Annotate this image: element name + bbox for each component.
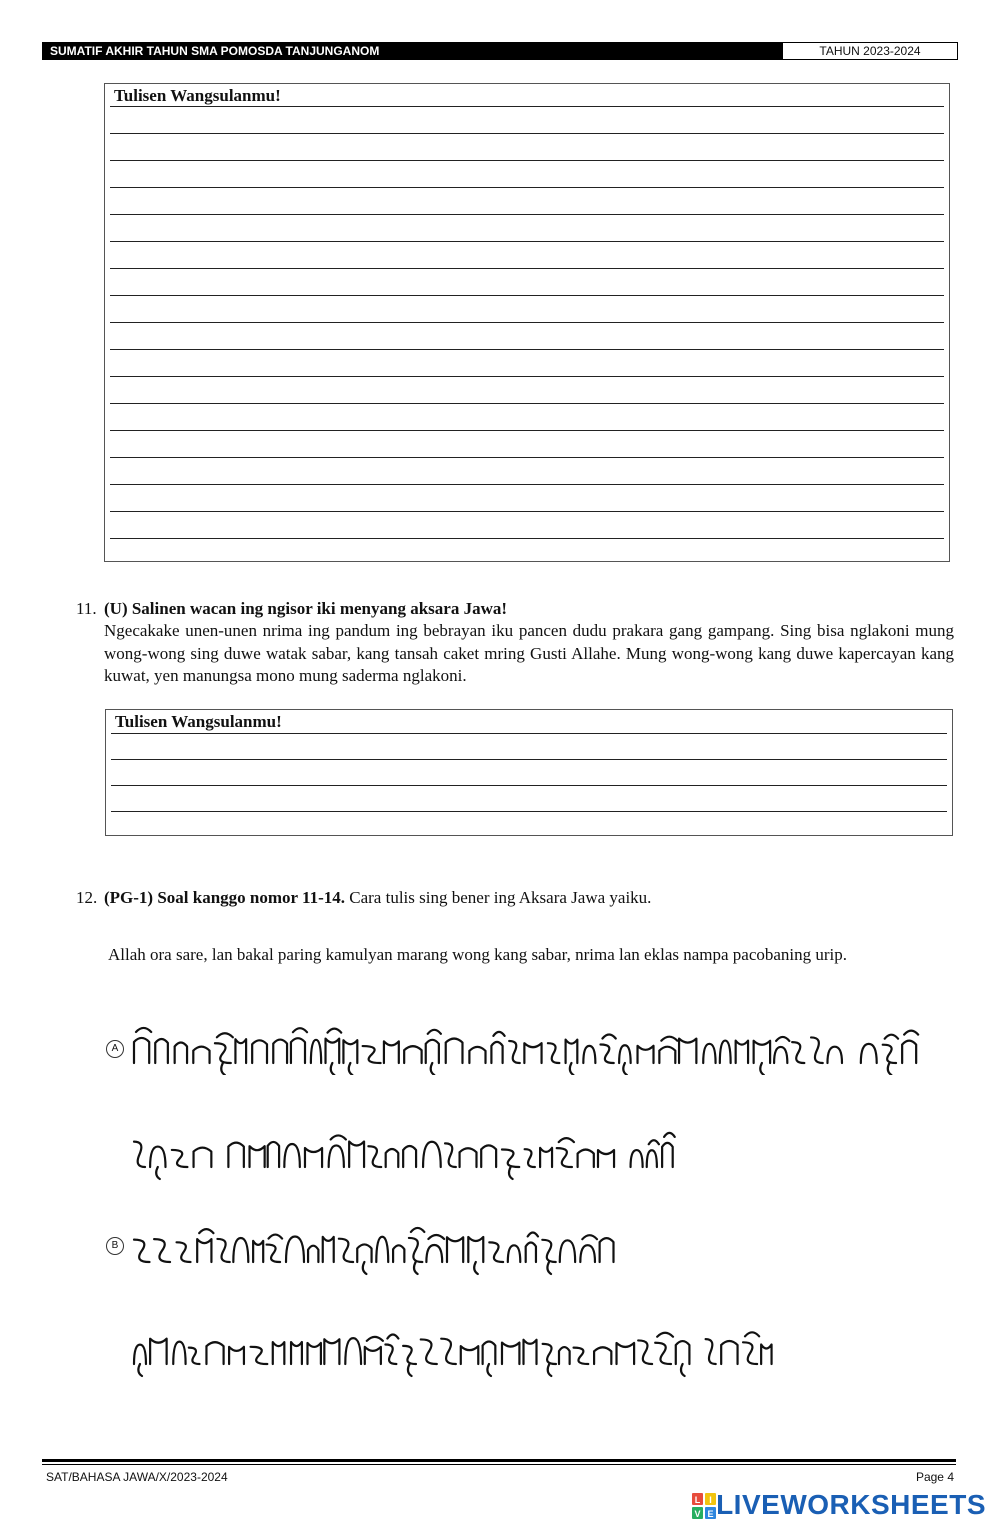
answer-line bbox=[111, 733, 947, 734]
footer-divider-thin bbox=[42, 1464, 956, 1465]
answer-line bbox=[110, 133, 944, 134]
exam-year: TAHUN 2023-2024 bbox=[782, 42, 958, 60]
aksara-jawa-option-a-line1 bbox=[130, 1025, 920, 1075]
option-a-radio[interactable]: A bbox=[106, 1040, 124, 1058]
liveworksheets-watermark: LIVEWORKSHEETS bbox=[716, 1489, 986, 1520]
answer-line bbox=[110, 376, 944, 377]
answer-line bbox=[110, 457, 944, 458]
answer-box-2[interactable] bbox=[105, 709, 953, 836]
aksara-jawa-option-b-line1 bbox=[130, 1222, 620, 1277]
question-number: 12. bbox=[76, 888, 98, 907]
answer-line bbox=[110, 241, 944, 242]
logo-letter: V bbox=[694, 1509, 701, 1519]
question-instruction bbox=[104, 887, 651, 910]
aksara-jawa-option-b-line2 bbox=[130, 1320, 790, 1380]
answer-line bbox=[111, 811, 947, 812]
answer-line bbox=[111, 785, 947, 786]
answer-line bbox=[110, 268, 944, 269]
answer-line bbox=[110, 160, 944, 161]
question-instruction: (U) Salinen wacan ing ngisor iki menyang aksara Jawa! bbox=[104, 599, 508, 618]
answer-line bbox=[110, 403, 944, 404]
answer-line bbox=[111, 759, 947, 760]
answer-line bbox=[110, 430, 944, 431]
answer-line bbox=[110, 349, 944, 350]
answer-line bbox=[110, 322, 944, 323]
question-sentence: Allah ora sare, lan bakal paring kamulyan marang wong kang sabar, nrima lan eklas nampa pacobaning urip. bbox=[108, 945, 848, 964]
answer-line bbox=[110, 214, 944, 215]
footer-divider bbox=[42, 1459, 956, 1462]
logo-letter: I bbox=[709, 1495, 712, 1505]
page-number: Page 4 bbox=[915, 1470, 954, 1484]
question-passage: Ngecakake unen-unen nrima ing pandum ing bebrayan iku pancen dudu prakara gang gampang. Sing bisa nglakoni mung wong-wong sing duwe watak sabar, kang tansah caket mring Gusti Allahe. Mung wong-wong kang duwe kapercayan kang kuwat, yen manungsa mono mung saderma nglakoni. bbox=[104, 621, 954, 685]
page-header bbox=[42, 42, 958, 60]
exam-title: SUMATIF AKHIR TAHUN SMA POMOSDA TANJUNGANOM bbox=[42, 42, 782, 60]
question-instruction-bold: (PG-1) Soal kanggo nomor 11-14. bbox=[104, 888, 346, 907]
footer-code: SAT/BAHASA JAWA/X/2023-2024 bbox=[46, 1470, 228, 1484]
answer-box-title: Tulisen Wangsulanmu! bbox=[115, 712, 282, 731]
question-instruction-rest: Cara tulis sing bener ing Aksara Jawa yaiku. bbox=[345, 888, 652, 907]
aksara-jawa-option-a-line2 bbox=[130, 1123, 680, 1183]
question-number: 11. bbox=[76, 599, 97, 618]
answer-line bbox=[110, 106, 944, 107]
answer-line bbox=[110, 511, 944, 512]
liveworksheets-logo-icon bbox=[692, 1493, 716, 1519]
answer-box-1[interactable] bbox=[104, 83, 950, 562]
answer-line bbox=[110, 295, 944, 296]
answer-box-title: Tulisen Wangsulanmu! bbox=[114, 86, 281, 105]
option-b-radio[interactable]: B bbox=[106, 1237, 124, 1255]
logo-letter: L bbox=[694, 1495, 701, 1505]
logo-letter: E bbox=[707, 1509, 714, 1519]
answer-line bbox=[110, 538, 944, 539]
answer-line bbox=[110, 484, 944, 485]
answer-line bbox=[110, 187, 944, 188]
